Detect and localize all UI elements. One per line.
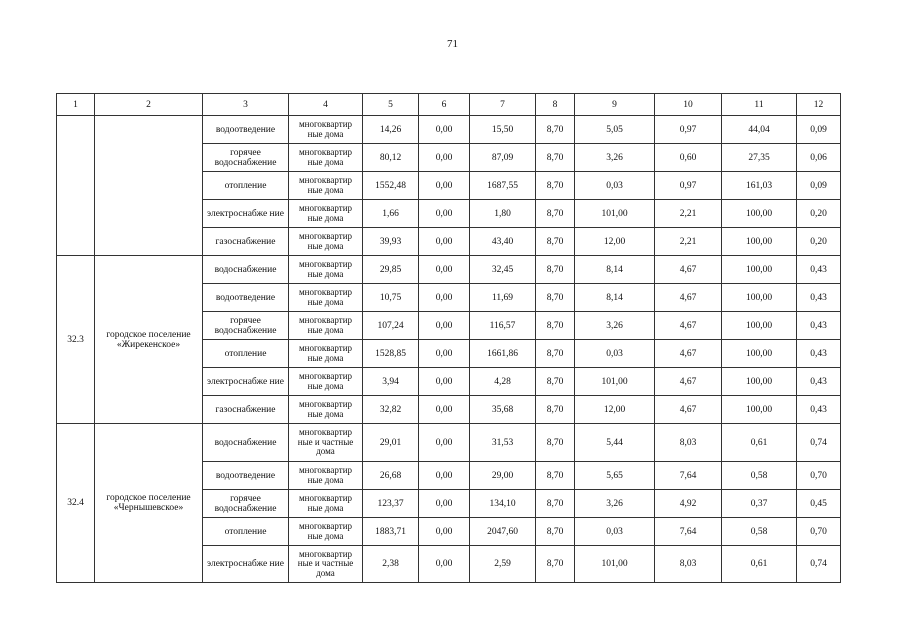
housing-type-cell: многоквартир ные дома bbox=[289, 200, 363, 228]
value-cell-c6: 0,00 bbox=[419, 396, 470, 424]
value-cell-c9: 5,05 bbox=[575, 116, 655, 144]
value-cell-c12: 0,45 bbox=[797, 490, 841, 518]
column-header: 4 bbox=[289, 94, 363, 116]
utility-cell: отопление bbox=[203, 518, 289, 546]
value-cell-c7: 15,50 bbox=[470, 116, 536, 144]
value-cell-c10: 2,21 bbox=[655, 200, 722, 228]
value-cell-c8: 8,70 bbox=[536, 228, 575, 256]
value-cell-c6: 0,00 bbox=[419, 424, 470, 462]
value-cell-c10: 2,21 bbox=[655, 228, 722, 256]
table-body bbox=[57, 116, 841, 583]
value-cell-c5: 39,93 bbox=[363, 228, 419, 256]
value-cell-c6: 0,00 bbox=[419, 200, 470, 228]
value-cell-c12: 0,43 bbox=[797, 256, 841, 284]
table-row bbox=[57, 424, 841, 462]
value-cell-c10: 4,67 bbox=[655, 368, 722, 396]
value-cell-c9: 12,00 bbox=[575, 228, 655, 256]
value-cell-c6: 0,00 bbox=[419, 144, 470, 172]
housing-type-cell: многоквартир ные дома bbox=[289, 312, 363, 340]
value-cell-c12: 0,43 bbox=[797, 312, 841, 340]
value-cell-c7: 134,10 bbox=[470, 490, 536, 518]
value-cell-c5: 2,38 bbox=[363, 546, 419, 583]
settlement-cell: городское поселение «Жирекенское» bbox=[95, 256, 203, 424]
housing-type-cell: многоквартир ные дома bbox=[289, 462, 363, 490]
value-cell-c9: 5,44 bbox=[575, 424, 655, 462]
value-cell-c12: 0,43 bbox=[797, 284, 841, 312]
value-cell-c5: 32,82 bbox=[363, 396, 419, 424]
value-cell-c12: 0,20 bbox=[797, 200, 841, 228]
utility-cell: газоснабжение bbox=[203, 396, 289, 424]
utility-cell: газоснабжение bbox=[203, 228, 289, 256]
value-cell-c5: 26,68 bbox=[363, 462, 419, 490]
table-row bbox=[57, 116, 841, 144]
column-header: 10 bbox=[655, 94, 722, 116]
value-cell-c11: 161,03 bbox=[722, 172, 797, 200]
utility-cell: электроснабже ние bbox=[203, 368, 289, 396]
utility-cell: водоотведение bbox=[203, 462, 289, 490]
row-number-cell: 32.3 bbox=[57, 256, 95, 424]
value-cell-c11: 0,61 bbox=[722, 424, 797, 462]
value-cell-c7: 116,57 bbox=[470, 312, 536, 340]
value-cell-c5: 1,66 bbox=[363, 200, 419, 228]
column-header: 9 bbox=[575, 94, 655, 116]
value-cell-c12: 0,43 bbox=[797, 368, 841, 396]
row-number-cell bbox=[57, 116, 95, 256]
value-cell-c11: 0,58 bbox=[722, 462, 797, 490]
value-cell-c5: 3,94 bbox=[363, 368, 419, 396]
tariff-table bbox=[56, 93, 841, 583]
utility-cell: отопление bbox=[203, 340, 289, 368]
value-cell-c9: 101,00 bbox=[575, 368, 655, 396]
housing-type-cell: многоквартир ные дома bbox=[289, 228, 363, 256]
value-cell-c8: 8,70 bbox=[536, 462, 575, 490]
settlement-cell bbox=[95, 116, 203, 256]
value-cell-c11: 100,00 bbox=[722, 340, 797, 368]
value-cell-c12: 0,20 bbox=[797, 228, 841, 256]
housing-type-cell: многоквартир ные дома bbox=[289, 144, 363, 172]
value-cell-c11: 100,00 bbox=[722, 228, 797, 256]
value-cell-c8: 8,70 bbox=[536, 368, 575, 396]
value-cell-c5: 80,12 bbox=[363, 144, 419, 172]
value-cell-c9: 3,26 bbox=[575, 144, 655, 172]
value-cell-c9: 3,26 bbox=[575, 490, 655, 518]
column-header: 6 bbox=[419, 94, 470, 116]
value-cell-c8: 8,70 bbox=[536, 546, 575, 583]
value-cell-c5: 29,85 bbox=[363, 256, 419, 284]
housing-type-cell: многоквартир ные дома bbox=[289, 172, 363, 200]
value-cell-c8: 8,70 bbox=[536, 312, 575, 340]
value-cell-c12: 0,70 bbox=[797, 518, 841, 546]
value-cell-c11: 44,04 bbox=[722, 116, 797, 144]
value-cell-c10: 4,67 bbox=[655, 340, 722, 368]
value-cell-c6: 0,00 bbox=[419, 228, 470, 256]
column-header: 8 bbox=[536, 94, 575, 116]
housing-type-cell: многоквартир ные и частные дома bbox=[289, 424, 363, 462]
utility-cell: водоснабжение bbox=[203, 256, 289, 284]
value-cell-c11: 100,00 bbox=[722, 312, 797, 340]
housing-type-cell: многоквартир ные дома bbox=[289, 340, 363, 368]
value-cell-c9: 12,00 bbox=[575, 396, 655, 424]
value-cell-c10: 0,97 bbox=[655, 116, 722, 144]
value-cell-c5: 1883,71 bbox=[363, 518, 419, 546]
value-cell-c6: 0,00 bbox=[419, 546, 470, 583]
value-cell-c10: 4,67 bbox=[655, 396, 722, 424]
column-header: 3 bbox=[203, 94, 289, 116]
value-cell-c10: 7,64 bbox=[655, 518, 722, 546]
housing-type-cell: многоквартир ные дома bbox=[289, 490, 363, 518]
value-cell-c9: 0,03 bbox=[575, 518, 655, 546]
value-cell-c10: 4,67 bbox=[655, 312, 722, 340]
value-cell-c11: 100,00 bbox=[722, 284, 797, 312]
value-cell-c11: 0,58 bbox=[722, 518, 797, 546]
value-cell-c8: 8,70 bbox=[536, 424, 575, 462]
utility-cell: горячее водоснабжение bbox=[203, 144, 289, 172]
housing-type-cell: многоквартир ные дома bbox=[289, 284, 363, 312]
value-cell-c9: 3,26 bbox=[575, 312, 655, 340]
value-cell-c6: 0,00 bbox=[419, 368, 470, 396]
value-cell-c8: 8,70 bbox=[536, 144, 575, 172]
value-cell-c10: 4,67 bbox=[655, 256, 722, 284]
utility-cell: горячее водоснабжение bbox=[203, 490, 289, 518]
value-cell-c6: 0,00 bbox=[419, 312, 470, 340]
value-cell-c10: 0,97 bbox=[655, 172, 722, 200]
value-cell-c12: 0,43 bbox=[797, 340, 841, 368]
utility-cell: водоотведение bbox=[203, 116, 289, 144]
value-cell-c11: 100,00 bbox=[722, 396, 797, 424]
value-cell-c11: 0,61 bbox=[722, 546, 797, 583]
column-header: 2 bbox=[95, 94, 203, 116]
value-cell-c11: 100,00 bbox=[722, 200, 797, 228]
value-cell-c6: 0,00 bbox=[419, 116, 470, 144]
housing-type-cell: многоквартир ные и частные дома bbox=[289, 546, 363, 583]
value-cell-c7: 31,53 bbox=[470, 424, 536, 462]
value-cell-c5: 10,75 bbox=[363, 284, 419, 312]
value-cell-c8: 8,70 bbox=[536, 172, 575, 200]
housing-type-cell: многоквартир ные дома bbox=[289, 256, 363, 284]
value-cell-c10: 7,64 bbox=[655, 462, 722, 490]
value-cell-c7: 2047,60 bbox=[470, 518, 536, 546]
value-cell-c10: 8,03 bbox=[655, 424, 722, 462]
value-cell-c9: 101,00 bbox=[575, 546, 655, 583]
row-number-cell: 32.4 bbox=[57, 424, 95, 583]
value-cell-c6: 0,00 bbox=[419, 340, 470, 368]
column-header: 11 bbox=[722, 94, 797, 116]
value-cell-c7: 87,09 bbox=[470, 144, 536, 172]
value-cell-c7: 1687,55 bbox=[470, 172, 536, 200]
utility-cell: электроснабже ние bbox=[203, 546, 289, 583]
utility-cell: водоснабжение bbox=[203, 424, 289, 462]
value-cell-c10: 8,03 bbox=[655, 546, 722, 583]
table-row bbox=[57, 256, 841, 284]
value-cell-c10: 4,67 bbox=[655, 284, 722, 312]
column-header: 1 bbox=[57, 94, 95, 116]
table-header-row bbox=[57, 94, 841, 116]
value-cell-c12: 0,09 bbox=[797, 116, 841, 144]
value-cell-c11: 27,35 bbox=[722, 144, 797, 172]
value-cell-c6: 0,00 bbox=[419, 518, 470, 546]
value-cell-c5: 29,01 bbox=[363, 424, 419, 462]
value-cell-c9: 8,14 bbox=[575, 256, 655, 284]
value-cell-c12: 0,74 bbox=[797, 424, 841, 462]
value-cell-c10: 0,60 bbox=[655, 144, 722, 172]
value-cell-c7: 32,45 bbox=[470, 256, 536, 284]
page-number: 71 bbox=[447, 38, 458, 50]
value-cell-c6: 0,00 bbox=[419, 462, 470, 490]
value-cell-c12: 0,70 bbox=[797, 462, 841, 490]
value-cell-c8: 8,70 bbox=[536, 396, 575, 424]
value-cell-c5: 1528,85 bbox=[363, 340, 419, 368]
value-cell-c7: 43,40 bbox=[470, 228, 536, 256]
value-cell-c7: 2,59 bbox=[470, 546, 536, 583]
value-cell-c6: 0,00 bbox=[419, 284, 470, 312]
value-cell-c8: 8,70 bbox=[536, 256, 575, 284]
value-cell-c7: 35,68 bbox=[470, 396, 536, 424]
utility-cell: водоотведение bbox=[203, 284, 289, 312]
value-cell-c6: 0,00 bbox=[419, 256, 470, 284]
value-cell-c12: 0,09 bbox=[797, 172, 841, 200]
value-cell-c9: 0,03 bbox=[575, 340, 655, 368]
value-cell-c8: 8,70 bbox=[536, 518, 575, 546]
value-cell-c7: 29,00 bbox=[470, 462, 536, 490]
housing-type-cell: многоквартир ные дома bbox=[289, 116, 363, 144]
value-cell-c5: 1552,48 bbox=[363, 172, 419, 200]
housing-type-cell: многоквартир ные дома bbox=[289, 368, 363, 396]
value-cell-c7: 11,69 bbox=[470, 284, 536, 312]
value-cell-c9: 0,03 bbox=[575, 172, 655, 200]
value-cell-c5: 107,24 bbox=[363, 312, 419, 340]
column-header: 12 bbox=[797, 94, 841, 116]
value-cell-c5: 123,37 bbox=[363, 490, 419, 518]
housing-type-cell: многоквартир ные дома bbox=[289, 396, 363, 424]
value-cell-c6: 0,00 bbox=[419, 172, 470, 200]
value-cell-c9: 8,14 bbox=[575, 284, 655, 312]
value-cell-c12: 0,43 bbox=[797, 396, 841, 424]
value-cell-c10: 4,92 bbox=[655, 490, 722, 518]
value-cell-c5: 14,26 bbox=[363, 116, 419, 144]
column-header: 5 bbox=[363, 94, 419, 116]
utility-cell: электроснабже ние bbox=[203, 200, 289, 228]
value-cell-c8: 8,70 bbox=[536, 200, 575, 228]
settlement-cell: городское поселение «Чернышевское» bbox=[95, 424, 203, 583]
value-cell-c11: 100,00 bbox=[722, 256, 797, 284]
value-cell-c7: 1661,86 bbox=[470, 340, 536, 368]
value-cell-c8: 8,70 bbox=[536, 490, 575, 518]
utility-cell: горячее водоснабжение bbox=[203, 312, 289, 340]
value-cell-c12: 0,74 bbox=[797, 546, 841, 583]
value-cell-c8: 8,70 bbox=[536, 284, 575, 312]
utility-cell: отопление bbox=[203, 172, 289, 200]
value-cell-c12: 0,06 bbox=[797, 144, 841, 172]
value-cell-c8: 8,70 bbox=[536, 340, 575, 368]
value-cell-c7: 4,28 bbox=[470, 368, 536, 396]
housing-type-cell: многоквартир ные дома bbox=[289, 518, 363, 546]
value-cell-c9: 101,00 bbox=[575, 200, 655, 228]
column-header: 7 bbox=[470, 94, 536, 116]
value-cell-c8: 8,70 bbox=[536, 116, 575, 144]
value-cell-c7: 1,80 bbox=[470, 200, 536, 228]
value-cell-c9: 5,65 bbox=[575, 462, 655, 490]
value-cell-c11: 0,37 bbox=[722, 490, 797, 518]
value-cell-c6: 0,00 bbox=[419, 490, 470, 518]
value-cell-c11: 100,00 bbox=[722, 368, 797, 396]
